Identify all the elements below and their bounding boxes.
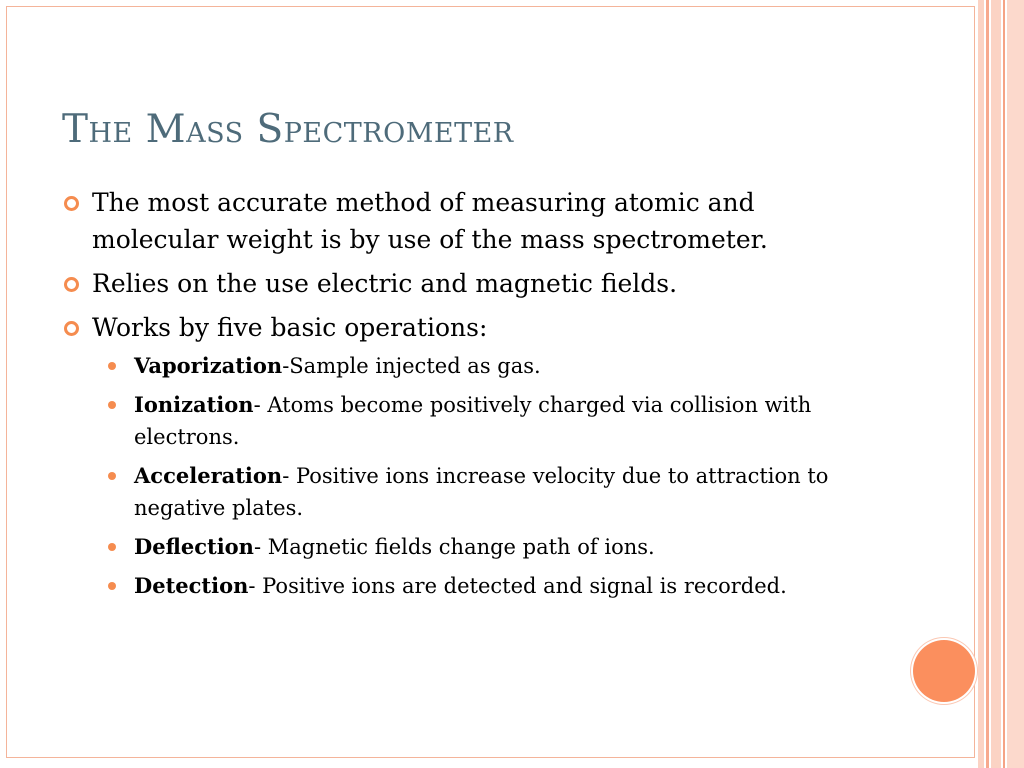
bullet-text: Relies on the use electric and magnetic fields. [92,269,678,298]
bullet-list [62,184,852,609]
operation-item [92,570,852,602]
bullet-item [62,309,852,602]
operation-desc: -Sample injected as gas. [282,354,541,378]
operation-term: Vaporization [134,353,283,378]
dot-bullet-icon [108,401,116,409]
operation-desc: - Positive ions are detected and signal is recorded. [248,574,787,598]
operation-desc: - Magnetic fields change path of ions. [253,535,655,559]
operation-term: Deflection [134,534,254,559]
slide-title: The Mass Spectrometer [62,107,514,152]
decorative-stripe [978,0,984,768]
ring-bullet-icon [64,277,79,292]
decorative-circle [913,640,975,702]
operation-item [92,460,852,524]
operation-desc: - Atoms become positively charged via collision with electrons. [134,393,812,449]
decorative-stripe [1007,0,1024,768]
bullet-text: The most accurate method of measuring atomic and molecular weight is by use of the mass spectrometer. [92,188,768,254]
dot-bullet-icon [108,582,116,590]
operation-item [92,531,852,563]
decorative-stripe [986,0,989,768]
dot-bullet-icon [108,362,116,370]
bullet-item [62,184,852,258]
operation-item [92,389,852,453]
bullet-item [62,265,852,302]
ring-bullet-icon [64,196,79,211]
decorative-stripe [991,0,1001,768]
operation-term: Acceleration [134,463,283,488]
dot-bullet-icon [108,472,116,480]
ring-bullet-icon [64,321,79,336]
operation-term: Detection [134,573,249,598]
operation-item [92,350,852,382]
operations-list [92,350,852,602]
bullet-text: Works by five basic operations: [92,313,488,342]
decorative-stripe [1003,0,1005,768]
operation-term: Ionization [134,392,254,417]
operation-desc: - Positive ions increase velocity due to attraction to negative plates. [134,464,829,520]
dot-bullet-icon [108,543,116,551]
